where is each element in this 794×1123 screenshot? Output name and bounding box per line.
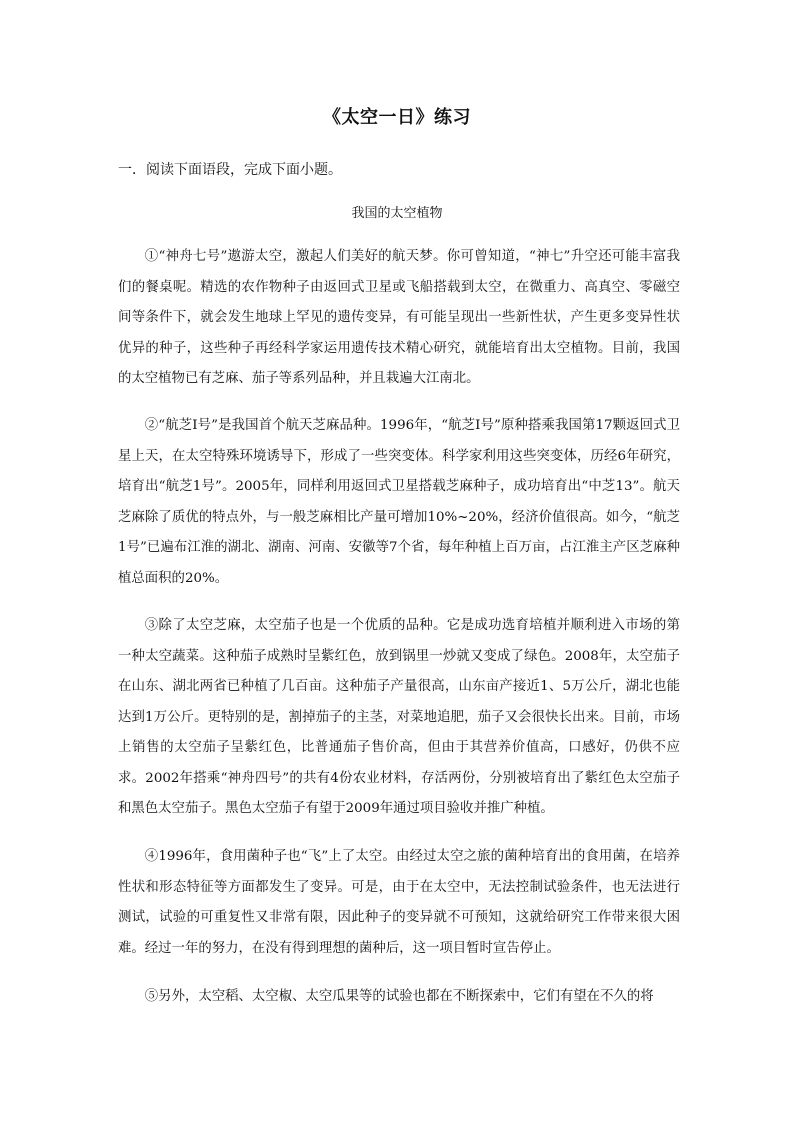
- passage-title: 我国的太空植物: [351, 206, 443, 221]
- paragraph-4: ④1996年，食用菌种子也“飞”上了太空。由经过太空之旅的菌种培育出的食用菌，在培养性状和形态特征等方面都发生了变异。可是，由于在太空中，无法控制试验条件，也无法进行测试，试验的可重复性又非常有限，因此种子的变异就不可预知，这就给研究工作带来很大困难。经过一年的努力，在没有得到理想的菌种后，这一项目暂时宣告停止。: [118, 849, 680, 956]
- paragraph-2: ②“航芝Ⅰ号”是我国首个航天芝麻品种。1996年，“航芝Ⅰ号”原种搭乘我国第17颗返回式卫星上天，在太空特殊环境诱导下，形成了一些突变体。科学家利用这些突变体，历经6年研究，培育出“航芝1号”。2005年，同样利用返回式卫星搭载芝麻种子，成功培育出“中芝13”。航天芝麻除了质优的特点外，与一般芝麻相比产量可增加10%~20%，经济价值很高。如今，“航芝1号”已遍布江淮的湖北、湖南、河南、安徽等7个省，每年种植上百万亩，占江淮主产区芝麻种植总面积的20%。: [118, 418, 680, 586]
- paragraph-5: ⑤另外，太空稻、太空椒、太空瓜果等的试验也都在不断探索中，它们有望在不久的将: [144, 989, 654, 1004]
- section-heading: 一．阅读下面语段，完成下面小题。: [118, 162, 342, 178]
- paragraph-3: ③除了太空芝麻，太空茄子也是一个优质的品种。它是成功选育培植并顺利进入市场的第一种太空蔬菜。这种茄子成熟时呈紫红色，放到锅里一炒就又变成了绿色。2008年，太空茄子在山东、湖北两省已种植了几百亩。这种茄子产量很高，山东亩产接近1、5万公斤，湖北也能达到1万公斤。更特别的是，割掉茄子的主茎，对菜地追肥，茄子又会很快长出来。目前，市场上销售的太空茄子呈紫红色，比普通茄子售价高，但由于其营养价值高，口感好，仍供不应求。2002年搭乘“神舟四号”的共有4份农业材料，存活两份，分别被培育出了紫红色太空茄子和黑色太空茄子。黑色太空茄子有望于2009年通过项目验收并推广种植。: [118, 618, 680, 816]
- document-title: 《太空一日》练习: [323, 107, 471, 128]
- paragraph-1: ①“神舟七号”遨游太空，激起人们美好的航天梦。你可曾知道，“神七”升空还可能丰富我们的餐桌呢。精选的农作物种子由返回式卫星或飞船搭载到太空，在微重力、高真空、零磁空间等条件下，就会发生地球上罕见的遗传变异，有可能呈现出一些新性状，产生更多变异性状优异的种子，这些种子再经科学家运用遗传技术精心研究，就能培育出太空植物。目前，我国的太空植物已有芝麻、茄子等系列品种，并且栽遍大江南北。: [118, 249, 680, 386]
